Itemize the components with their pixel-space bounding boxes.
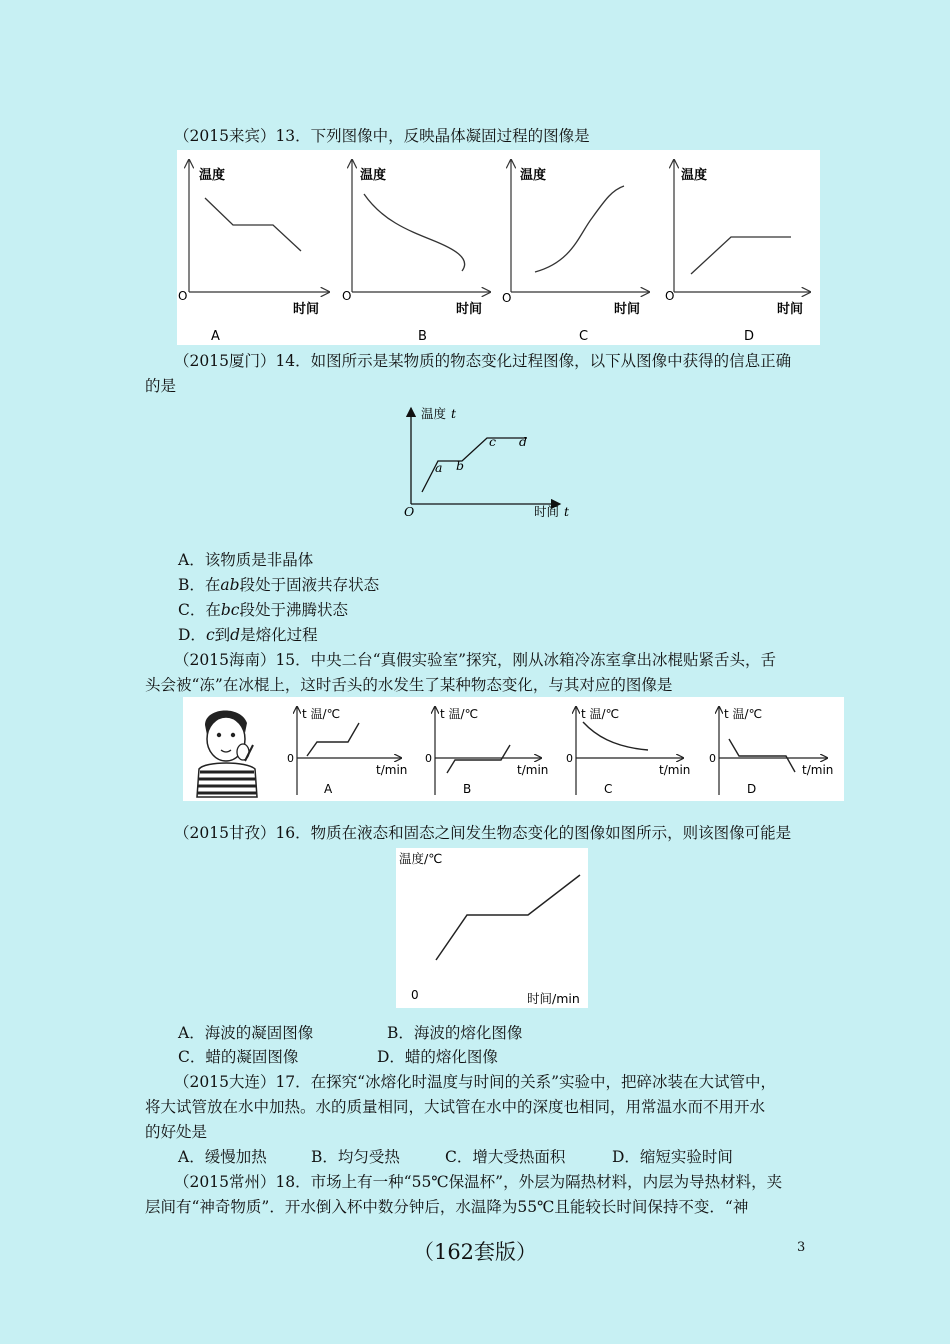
q13-b-xlabel: 时间 <box>456 302 483 317</box>
q14-stem-line1: （2015厦门）14．如图所示是某物质的物态变化过程图像，以下从图像中获得的信息正确 <box>174 352 792 370</box>
q15-stem-line2: 头会被“冻”在冰棍上，这时舌头的水发生了某种物态变化，与其对应的图像是 <box>145 676 673 694</box>
q14-point-a: a <box>435 460 443 475</box>
q15-b-ylabel: t 温/℃ <box>440 707 479 721</box>
q15-a-xlabel: t/min <box>376 763 408 777</box>
q13-b-curve <box>364 194 465 271</box>
q15-d-origin: 0 <box>709 752 716 765</box>
q13-figure <box>177 150 820 345</box>
q17-option-d: D．缩短实验时间 <box>612 1148 733 1166</box>
q16-ylabel: 温度/℃ <box>399 851 443 866</box>
q15-c-xlabel: t/min <box>659 763 691 777</box>
q14-ylabel: 温度 <box>421 406 447 421</box>
q14-stem-line2: 的是 <box>145 377 177 395</box>
q14-option-d: D．c到d是熔化过程 <box>178 626 318 644</box>
q14-option-a: A．该物质是非晶体 <box>178 551 314 569</box>
boy-illustration-icon <box>197 710 257 797</box>
q15-c-origin: 0 <box>566 752 573 765</box>
q15-d-option: D <box>747 782 757 796</box>
q15-a-curve <box>307 723 359 756</box>
page-number: 3 <box>797 1240 806 1255</box>
q16-origin: 0 <box>411 988 419 1002</box>
q13-b-option: B <box>418 329 427 344</box>
q13-a-ylabel: 温度 <box>199 168 226 183</box>
q15-stem-line1: （2015海南）15．中央二台“真假实验室”探究，刚从冰箱冷冻室拿出冰棍贴紧舌头，舌 <box>174 651 777 669</box>
q15-c-curve <box>583 722 648 750</box>
q13-b-origin: O <box>342 289 352 303</box>
q15-b-xlabel: t/min <box>517 763 549 777</box>
q15-graph-d <box>709 707 833 796</box>
q13-graph-c <box>502 160 649 344</box>
q15-a-option: A <box>324 782 333 796</box>
q17-option-c: C．增大受热面积 <box>445 1148 566 1166</box>
q14-point-b: b <box>456 458 465 473</box>
q15-b-curve <box>447 745 510 773</box>
q16-option-a: A．海波的凝固图像 <box>178 1024 314 1042</box>
q14-point-c: c <box>489 434 497 449</box>
q15-graph-c <box>566 707 690 796</box>
q13-graph-b <box>342 160 490 344</box>
q15-c-ylabel: t 温/℃ <box>581 707 620 721</box>
q13-d-xlabel: 时间 <box>777 302 804 317</box>
q13-stem: （2015来宾）13．下列图像中，反映晶体凝固过程的图像是 <box>174 127 590 145</box>
q14-option-c: C．在bc段处于沸腾状态 <box>178 601 348 619</box>
footer-edition: （162套版） <box>412 1240 538 1264</box>
q15-graph-a <box>287 707 407 796</box>
q13-c-option: C <box>579 329 589 344</box>
q13-a-origin: O <box>178 289 188 303</box>
q16-stem: （2015甘孜）16．物质在液态和固态之间发生物态变化的图像如图所示，则该图像可能是 <box>174 824 792 842</box>
q13-b-ylabel: 温度 <box>360 168 387 183</box>
q13-c-origin: O <box>502 291 512 305</box>
q16-curve <box>436 875 580 960</box>
q13-d-option: D <box>744 329 755 344</box>
q14-graph <box>400 402 580 524</box>
q15-graph-b <box>425 707 548 796</box>
q16-option-c: C．蜡的凝固图像 <box>178 1048 299 1066</box>
q17-line1: （2015大连）17．在探究“冰熔化时温度与时间的关系”实验中，把碎冰装在大试管中， <box>174 1073 777 1091</box>
q14-point-d: d <box>519 434 528 449</box>
q13-a-option: A <box>211 329 220 344</box>
q13-c-ylabel: 温度 <box>520 168 547 183</box>
q14-origin: O <box>404 504 415 519</box>
q13-c-xlabel: 时间 <box>614 302 641 317</box>
q17-option-a: A．缓慢加热 <box>178 1148 267 1166</box>
q14-option-b: B．在ab段处于固液共存状态 <box>178 576 380 594</box>
q16-figure <box>396 848 588 1008</box>
q13-d-curve <box>691 237 791 274</box>
q18-line2: 层间有“神奇物质”．开水倒入杯中数分钟后，水温降为55℃且能较长时间保持不变．“神 <box>145 1198 749 1216</box>
q16-xlabel: 时间/min <box>527 991 580 1006</box>
q13-d-origin: O <box>665 289 675 303</box>
q14-ylabel-var: t <box>451 406 457 421</box>
q14-xlabel: 时间 <box>534 504 560 519</box>
q17-line2: 将大试管放在水中加热。水的质量相同，大试管在水中的深度也相同，用常温水而不用开水 <box>145 1098 766 1116</box>
q15-c-option: C <box>604 782 613 796</box>
q16-option-d: D．蜡的熔化图像 <box>377 1048 498 1066</box>
q15-a-origin: 0 <box>287 752 294 765</box>
q18-line1: （2015常州）18．市场上有一种“55℃保温杯”，外层为隔热材料，内层为导热材料，夹 <box>174 1173 783 1191</box>
q16-option-b: B．海波的熔化图像 <box>387 1024 523 1042</box>
q13-c-curve <box>535 186 624 272</box>
q13-graph-a <box>178 160 329 344</box>
q15-d-ylabel: t 温/℃ <box>724 707 763 721</box>
q15-b-option: B <box>463 782 472 796</box>
q15-d-xlabel: t/min <box>802 763 834 777</box>
q17-line3: 的好处是 <box>145 1123 208 1141</box>
q13-d-ylabel: 温度 <box>681 168 708 183</box>
q13-a-curve <box>205 198 301 251</box>
q15-b-origin: 0 <box>425 752 432 765</box>
q13-a-xlabel: 时间 <box>293 302 320 317</box>
q15-figure <box>183 697 844 801</box>
q14-xlabel-var: t <box>564 504 570 519</box>
q15-a-ylabel: t 温/℃ <box>302 707 341 721</box>
q17-option-b: B．均匀受热 <box>311 1148 400 1166</box>
q13-graph-d <box>665 160 810 344</box>
q15-d-curve <box>729 739 795 772</box>
